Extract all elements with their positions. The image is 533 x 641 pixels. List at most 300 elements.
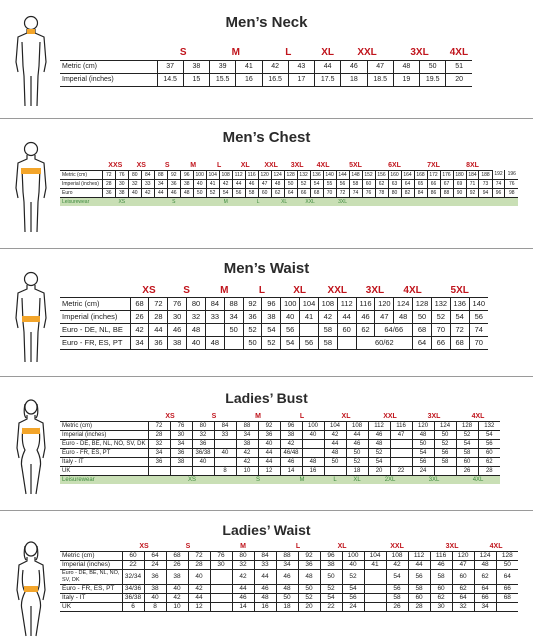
female-figure-waist-icon	[12, 540, 50, 640]
table-row	[60, 73, 472, 86]
cell: 16	[254, 602, 276, 611]
row-label: Euro - DE, NL, BE	[60, 323, 130, 336]
cell: 100	[281, 297, 300, 310]
row-label: Euro - FR, ES, PT	[60, 448, 148, 457]
cell: 42	[236, 457, 258, 466]
cell: L	[324, 475, 346, 484]
cell: 80	[388, 188, 401, 197]
cell: 8	[214, 466, 236, 475]
cell: 14	[232, 602, 254, 611]
cell	[364, 584, 386, 593]
cell: 38	[262, 310, 281, 323]
cell: 92	[298, 551, 320, 560]
table-row	[60, 430, 500, 439]
row-label: Leisurewear	[60, 475, 148, 484]
row-label: Euro - FR, ES, PT	[60, 584, 122, 593]
cell: 128	[496, 551, 518, 560]
cell: 76	[362, 188, 375, 197]
cell: 96	[280, 421, 302, 430]
cell: 52	[342, 569, 364, 584]
cell: 164	[401, 170, 414, 179]
cell: 34	[170, 439, 192, 448]
cell: 16.5	[262, 73, 288, 86]
cell: 54	[386, 569, 408, 584]
cell: 54	[310, 179, 323, 188]
cell: 38	[320, 560, 342, 569]
cell: 19.5	[420, 73, 446, 86]
cell: 3XL	[412, 475, 456, 484]
cell: 38	[180, 179, 193, 188]
cell: 40	[192, 457, 214, 466]
cell: 46/48	[280, 448, 302, 457]
cell: 64	[413, 336, 432, 349]
cell: 72	[450, 323, 469, 336]
cell: 54	[281, 336, 300, 349]
cell: 60	[478, 448, 500, 457]
cell: 67	[440, 179, 453, 188]
cell: 50	[284, 179, 297, 188]
size-header: 3XL	[430, 542, 474, 551]
cell: 160	[388, 170, 401, 179]
cell: 54	[262, 323, 281, 336]
cell: 152	[362, 170, 375, 179]
cell: 50	[346, 448, 368, 457]
cell: 18	[276, 602, 298, 611]
cell: 112	[368, 421, 390, 430]
cell: 66	[297, 188, 310, 197]
cell: 70	[323, 188, 336, 197]
cell: 56	[300, 336, 319, 349]
cell: 54	[456, 439, 478, 448]
size-header: M	[210, 542, 276, 551]
cell: 104	[324, 421, 346, 430]
cell: 16	[302, 466, 324, 475]
cell: 48	[271, 179, 284, 188]
size-header: M	[205, 284, 243, 297]
cell: 33	[254, 560, 276, 569]
cell: 84	[254, 551, 276, 560]
cell: 32	[452, 602, 474, 611]
cell: 40	[342, 560, 364, 569]
cell: 74	[492, 179, 505, 188]
cell: 36	[298, 560, 320, 569]
cell: 22	[320, 602, 342, 611]
cell: 74	[469, 323, 488, 336]
cell: 18	[346, 466, 368, 475]
cell	[364, 593, 386, 602]
cell: 16	[236, 73, 262, 86]
cell: 64	[474, 584, 496, 593]
cell: 124	[474, 551, 496, 560]
cell: 88	[224, 297, 243, 310]
cell: 15.5	[210, 73, 236, 86]
cell: 168	[414, 170, 427, 179]
cell: 62	[356, 323, 375, 336]
size-header: 4XL	[446, 46, 472, 60]
cell: 66	[427, 179, 440, 188]
row-label: Metric (cm)	[60, 170, 102, 179]
cell: 36	[192, 439, 214, 448]
cell: 48	[298, 569, 320, 584]
cell: 40	[187, 336, 206, 349]
cell: 60	[452, 569, 474, 584]
cell: 50	[413, 310, 432, 323]
cell: 30	[168, 310, 187, 323]
section-ladies-bust	[0, 378, 533, 508]
cell: 64	[144, 551, 166, 560]
cell: 47	[367, 60, 393, 73]
size-header: 3XL	[356, 284, 394, 297]
cell: 56	[281, 323, 300, 336]
cell	[224, 336, 243, 349]
cell: 42	[130, 323, 149, 336]
cell: 100	[302, 421, 324, 430]
size-header: XXL	[318, 284, 356, 297]
size-header: 3XL	[412, 412, 456, 421]
cell: 30	[115, 179, 128, 188]
size-header: 5XL	[431, 284, 488, 297]
cell: 108	[219, 170, 232, 179]
table-row	[60, 188, 518, 197]
cell: 46	[368, 430, 390, 439]
cell: 19	[393, 73, 419, 86]
cell: 80	[232, 551, 254, 560]
row-label: Imperial (inches)	[60, 310, 130, 323]
cell: 70	[469, 336, 488, 349]
cell: 112	[408, 551, 430, 560]
cell: 50	[412, 439, 434, 448]
section-title: Men’s Waist	[223, 260, 310, 277]
cell: 42	[219, 179, 232, 188]
cell: XL	[271, 197, 297, 206]
cell: XS	[102, 197, 141, 206]
cell: 104	[364, 551, 386, 560]
cell: 92	[167, 170, 180, 179]
cell: 52	[206, 188, 219, 197]
size-header: XL	[324, 412, 368, 421]
cell: 38	[115, 188, 128, 197]
cell: 56	[478, 439, 500, 448]
row-label: Euro - DE, BE, NL, NO, SV, DK	[60, 439, 148, 448]
cell: 176	[440, 170, 453, 179]
table-row	[60, 448, 500, 457]
cell	[364, 569, 386, 584]
cell: 12	[258, 466, 280, 475]
cell: 116	[356, 297, 375, 310]
cell: 63	[388, 179, 401, 188]
cell: 69	[453, 179, 466, 188]
cell: 46	[341, 60, 367, 73]
cell: 132	[297, 170, 310, 179]
cell: 60	[456, 457, 478, 466]
cell: 128	[413, 297, 432, 310]
row-label: Metric (cm)	[60, 297, 130, 310]
cell: 84	[214, 421, 236, 430]
cell: 84	[414, 188, 427, 197]
cell: 92	[466, 188, 479, 197]
cell	[210, 593, 232, 602]
cell: 58	[430, 569, 452, 584]
cell: 64	[284, 188, 297, 197]
row-label: UK	[60, 466, 148, 475]
cell: 38	[144, 584, 166, 593]
cell: 58	[434, 457, 456, 466]
cell: 96	[492, 188, 505, 197]
cell: 36	[144, 569, 166, 584]
cell: 62	[430, 593, 452, 602]
cell: M	[280, 475, 324, 484]
cell: 76	[115, 170, 128, 179]
size-header: XXL	[341, 46, 394, 60]
cell: 60	[122, 551, 144, 560]
row-label: Italy - IT	[60, 593, 122, 602]
cell: 30	[210, 560, 232, 569]
cell: 62	[474, 569, 496, 584]
cell: 66	[496, 584, 518, 593]
cell: 56	[386, 584, 408, 593]
size-header: S	[154, 161, 180, 170]
cell: 28	[148, 430, 170, 439]
cell: 48	[254, 593, 276, 602]
row-label: Imperial (inches)	[60, 430, 148, 439]
cell: 15	[183, 73, 209, 86]
section-divider	[0, 510, 533, 511]
cell: 48	[180, 188, 193, 197]
cell: 46	[356, 310, 375, 323]
cell: 80	[128, 170, 141, 179]
cell: 56	[336, 179, 349, 188]
cell: 33	[205, 310, 224, 323]
cell: 28	[478, 466, 500, 475]
table-row	[60, 336, 488, 349]
cell: 46	[167, 188, 180, 197]
cell: 124	[271, 170, 284, 179]
size-header: 7XL	[414, 161, 453, 170]
cell: 132	[478, 421, 500, 430]
row-label: UK	[60, 602, 122, 611]
cell: 124	[394, 297, 413, 310]
table-row	[60, 584, 518, 593]
cell: 34	[236, 430, 258, 439]
cell	[210, 569, 232, 584]
cell: XXL	[297, 197, 323, 206]
cell: 34	[474, 602, 496, 611]
size-header: S	[192, 412, 236, 421]
cell: 56	[412, 457, 434, 466]
cell: 20	[446, 73, 472, 86]
cell: 24	[144, 560, 166, 569]
cell: 52	[298, 593, 320, 602]
cell: 38	[170, 457, 192, 466]
cell: 30	[430, 602, 452, 611]
size-table	[60, 161, 518, 206]
size-header: 4XL	[310, 161, 336, 170]
size-header: XXL	[258, 161, 284, 170]
cell	[205, 323, 224, 336]
cell: 36	[102, 188, 115, 197]
size-header: 4XL	[456, 412, 500, 421]
cell: 62	[375, 179, 388, 188]
cell: 20	[368, 466, 390, 475]
table-row	[60, 421, 500, 430]
size-header: XL	[281, 284, 319, 297]
cell: 172	[427, 170, 440, 179]
cell: 44	[258, 457, 280, 466]
cell: 54	[478, 430, 500, 439]
cell: 40	[193, 179, 206, 188]
cell: 96	[180, 170, 193, 179]
cell: 68	[166, 551, 188, 560]
cell: 48	[393, 60, 419, 73]
cell: 62	[452, 584, 474, 593]
section-mens-waist	[0, 250, 533, 375]
cell: 36/38	[122, 593, 144, 602]
cell: 48	[302, 457, 324, 466]
cell: 36	[167, 179, 180, 188]
size-header: XXL	[368, 412, 412, 421]
cell: 36	[149, 336, 168, 349]
cell: 52	[320, 584, 342, 593]
cell: 60	[408, 593, 430, 602]
cell: 32	[192, 430, 214, 439]
cell	[300, 323, 319, 336]
cell: 140	[323, 170, 336, 179]
cell: 36	[170, 448, 192, 457]
cell: 54	[320, 593, 342, 602]
male-figure-neck-icon	[12, 14, 50, 110]
cell: 36	[258, 430, 280, 439]
cell: 26	[456, 466, 478, 475]
cell: 86	[427, 188, 440, 197]
table-row	[60, 439, 500, 448]
cell: 60	[430, 584, 452, 593]
cell: 128	[284, 170, 297, 179]
table-row	[60, 466, 500, 475]
size-header: 6XL	[375, 161, 414, 170]
cell: 120	[258, 170, 271, 179]
size-header: L	[243, 284, 281, 297]
cell: 54	[368, 457, 390, 466]
cell: 44	[232, 584, 254, 593]
table-row	[60, 457, 500, 466]
cell: 40	[166, 584, 188, 593]
cell: 50	[420, 60, 446, 73]
cell: 44	[154, 188, 167, 197]
cell: 156	[375, 170, 388, 179]
cell: 42	[386, 560, 408, 569]
cell: 104	[300, 297, 319, 310]
cell: 180	[453, 170, 466, 179]
size-header: S	[157, 46, 210, 60]
cell: 116	[390, 421, 412, 430]
size-header: M	[180, 161, 206, 170]
cell: 38	[280, 430, 302, 439]
cell: 22	[122, 560, 144, 569]
cell: 42	[262, 60, 288, 73]
cell: 14	[280, 466, 302, 475]
cell: 42	[318, 310, 337, 323]
cell: 132	[431, 297, 450, 310]
cell: 40	[214, 448, 236, 457]
cell: 68	[496, 593, 518, 602]
cell: 100	[193, 170, 206, 179]
cell: 46	[254, 584, 276, 593]
section-title: Men’s Chest	[222, 129, 311, 146]
cell: 76	[210, 551, 232, 560]
cell: S	[236, 475, 280, 484]
cell: 55	[323, 179, 336, 188]
cell: 144	[336, 170, 349, 179]
cell: 50	[324, 457, 346, 466]
section-title: Men’s Neck	[225, 14, 308, 31]
table-row	[60, 323, 488, 336]
male-figure-chest-icon	[12, 140, 50, 236]
cell: 26	[166, 560, 188, 569]
cell: XS	[148, 475, 236, 484]
cell: 120	[452, 551, 474, 560]
cell: 54	[450, 310, 469, 323]
cell: 40	[188, 569, 210, 584]
size-header: XL	[320, 542, 364, 551]
cell: 18	[341, 73, 367, 86]
cell: 64/66	[375, 323, 413, 336]
cell: 40	[258, 439, 280, 448]
cell: 60	[337, 323, 356, 336]
cell: 94	[479, 188, 492, 197]
cell: 22	[390, 466, 412, 475]
cell: 48	[412, 430, 434, 439]
cell: 39	[210, 60, 236, 73]
table-row	[60, 569, 518, 584]
size-table	[60, 542, 518, 612]
cell: 42	[141, 188, 154, 197]
cell: 2XL	[368, 475, 412, 484]
table-row	[60, 560, 518, 569]
size-header: M	[236, 412, 280, 421]
cell: 40	[302, 430, 324, 439]
cell: 44	[188, 593, 210, 602]
cell: 72	[102, 170, 115, 179]
cell: 64	[452, 593, 474, 602]
cell: 38	[168, 336, 187, 349]
cell: 73	[479, 179, 492, 188]
cell: 40	[144, 593, 166, 602]
cell: 47	[375, 310, 394, 323]
cell: 136	[450, 297, 469, 310]
male-figure-waist-icon	[12, 270, 50, 366]
size-header: L	[280, 412, 324, 421]
cell: 50	[243, 336, 262, 349]
cell: 38	[183, 60, 209, 73]
cell: 46	[276, 569, 298, 584]
cell: 148	[349, 170, 362, 179]
cell: 28	[408, 602, 430, 611]
cell: 41	[236, 60, 262, 73]
cell: 62	[271, 188, 284, 197]
cell: 32/34	[122, 569, 144, 584]
size-header: M	[210, 46, 263, 60]
cell: 44	[337, 310, 356, 323]
cell: 50	[320, 569, 342, 584]
cell: 124	[434, 421, 456, 430]
cell: 48	[276, 584, 298, 593]
cell: 68	[310, 188, 323, 197]
size-header: 4XL	[394, 284, 432, 297]
cell: 33	[214, 430, 236, 439]
cell: 4XL	[456, 475, 500, 484]
cell: 80	[192, 421, 214, 430]
cell: 88	[236, 421, 258, 430]
